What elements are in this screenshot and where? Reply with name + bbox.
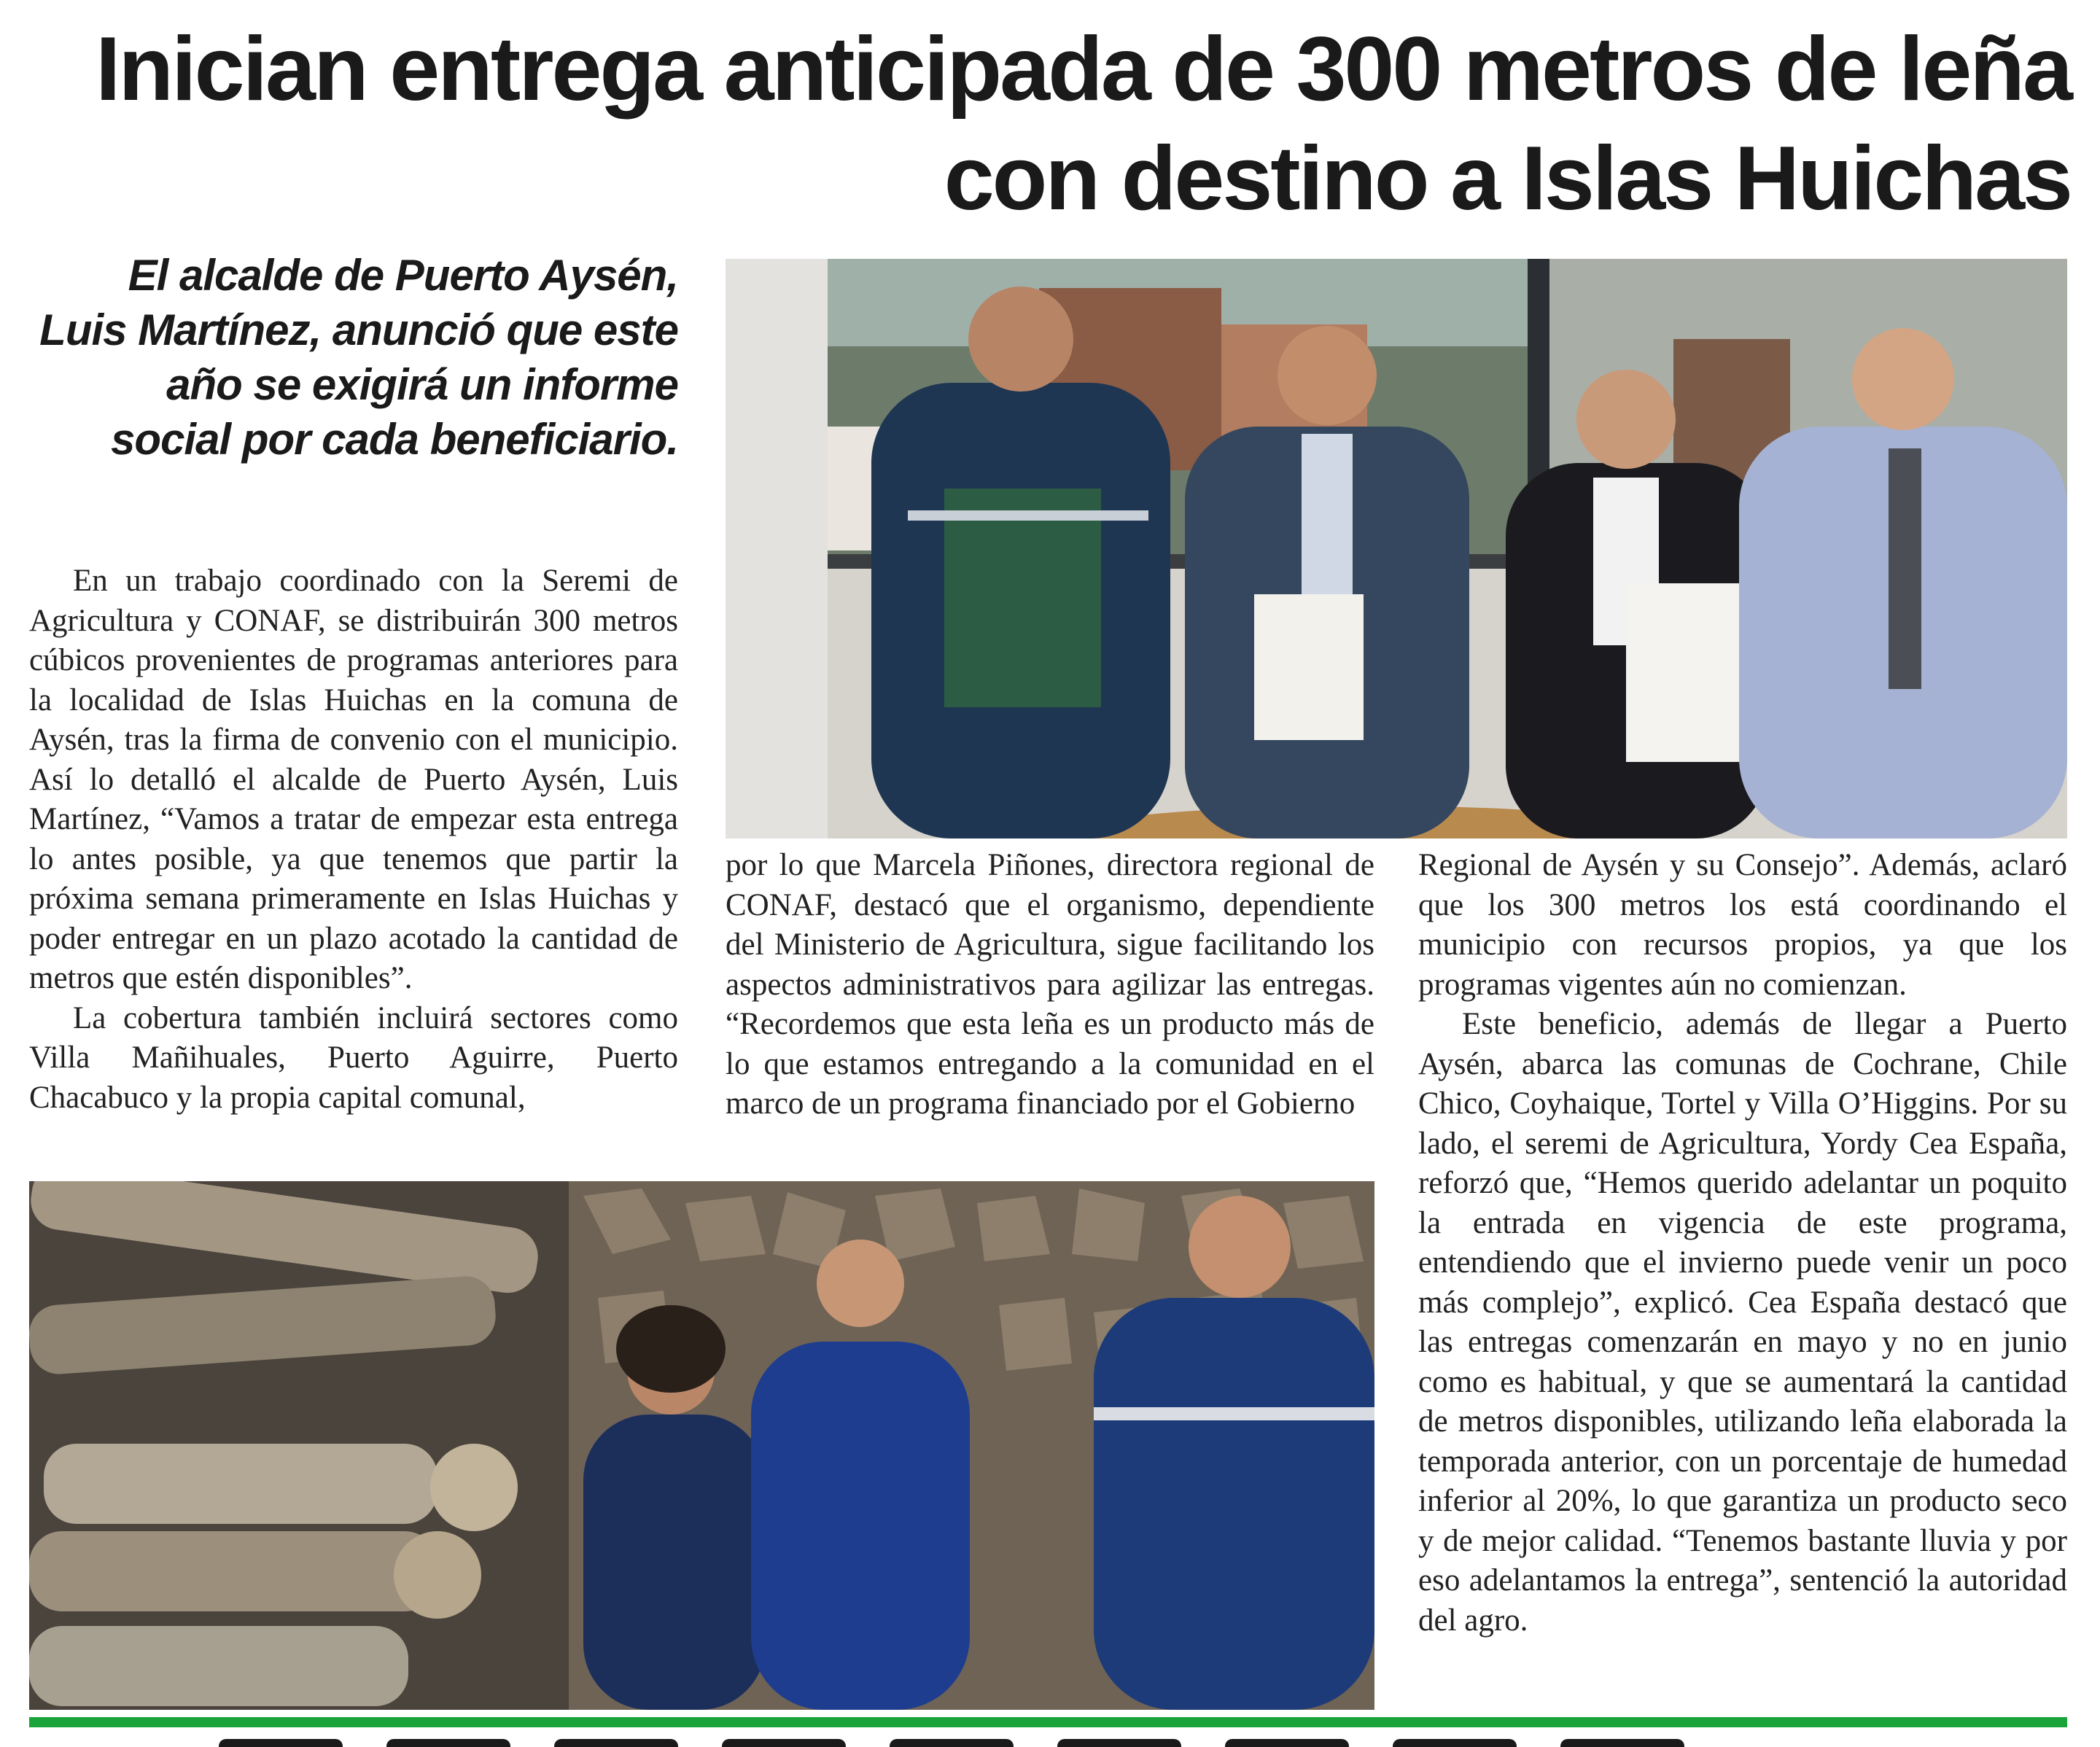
body-paragraph: En un trabajo coordinado con la Seremi de Agricultura y CONAF, se distribuirán 300 metros cúbicos provenientes de programas anteriores para la localidad de Islas Huichas en la comuna de Aysén, tras la firma de convenio con el municipio. Así lo detalló el alcalde de Puerto Aysén, Luis Martínez, “Vamos a tratar de empezar esta entrega lo antes posible, ya que tenemos que partir la próxima semana primeramente en Islas Huichas y poder entregar en un plazo acotado la cantidad de metros que estén disponibles”. (29, 564, 678, 995)
photo-agreement-signing (726, 259, 2067, 839)
photo-firewood-stack (29, 1181, 1374, 1710)
article-lede: El alcalde de Puerto Aysén, Luis Martínez, anunció que este año se exigirá un informe social por cada beneficiario. (39, 251, 678, 464)
body-column-3 (1418, 846, 2067, 1641)
body-paragraph: Este beneficio, además de llegar a Puerto Aysén, abarca las comunas de Cochrane, Chile Chico, Coyhaique, Tortel y Villa O’Higgins. Por su lado, el seremi de Agricultura, Yordy Cea España, reforzó que, “Hemos querido adelantar un poquito la entrada en vigencia de este programa, entendiendo que el invierno puede venir un poco más complejo”, explicó. Cea España destacó que las entregas comenzarán en mayo y no en junio como es habitual, y que se aumentará la cantidad de metros disponibles, utilizando leña elaborada la temporada anterior, con un porcentaje de humedad inferior al 20%, lo que garantiza un producto seco y de mejor calidad. “Tenemos bastante lluvia y por eso adelantamos la entrega”, sentenció la autoridad del agro. (1418, 1007, 2067, 1638)
body-column-2 (726, 846, 1374, 1124)
body-column-1 (29, 561, 678, 1118)
body-paragraph: Regional de Aysén y su Consejo”. Además, aclaró que los 300 metros los está coordinando el municipio con recursos propios, ya que los programas vigentes aún no comienzan. (1418, 848, 2067, 1002)
next-article-headline-cropped (219, 1739, 1969, 1747)
body-paragraph: La cobertura también incluirá sectores como Villa Mañihuales, Puerto Aguirre, Puerto Chacabuco y la propia capital comunal, (29, 1000, 678, 1115)
article-headline: Inician entrega anticipada de 300 metros de leña con destino a Islas Huichas (95, 19, 2071, 229)
section-divider (29, 1717, 2067, 1727)
body-paragraph: por lo que Marcela Piñones, directora regional de CONAF, destacó que el organismo, dependiente del Ministerio de Agricultura, sigue facilitando los aspectos administrativos para agilizar las entregas. “Recordemos que esta leña es un producto más de lo que estamos entregando a la comunidad en el marco de un programa financiado por el Gobierno (726, 848, 1374, 1121)
